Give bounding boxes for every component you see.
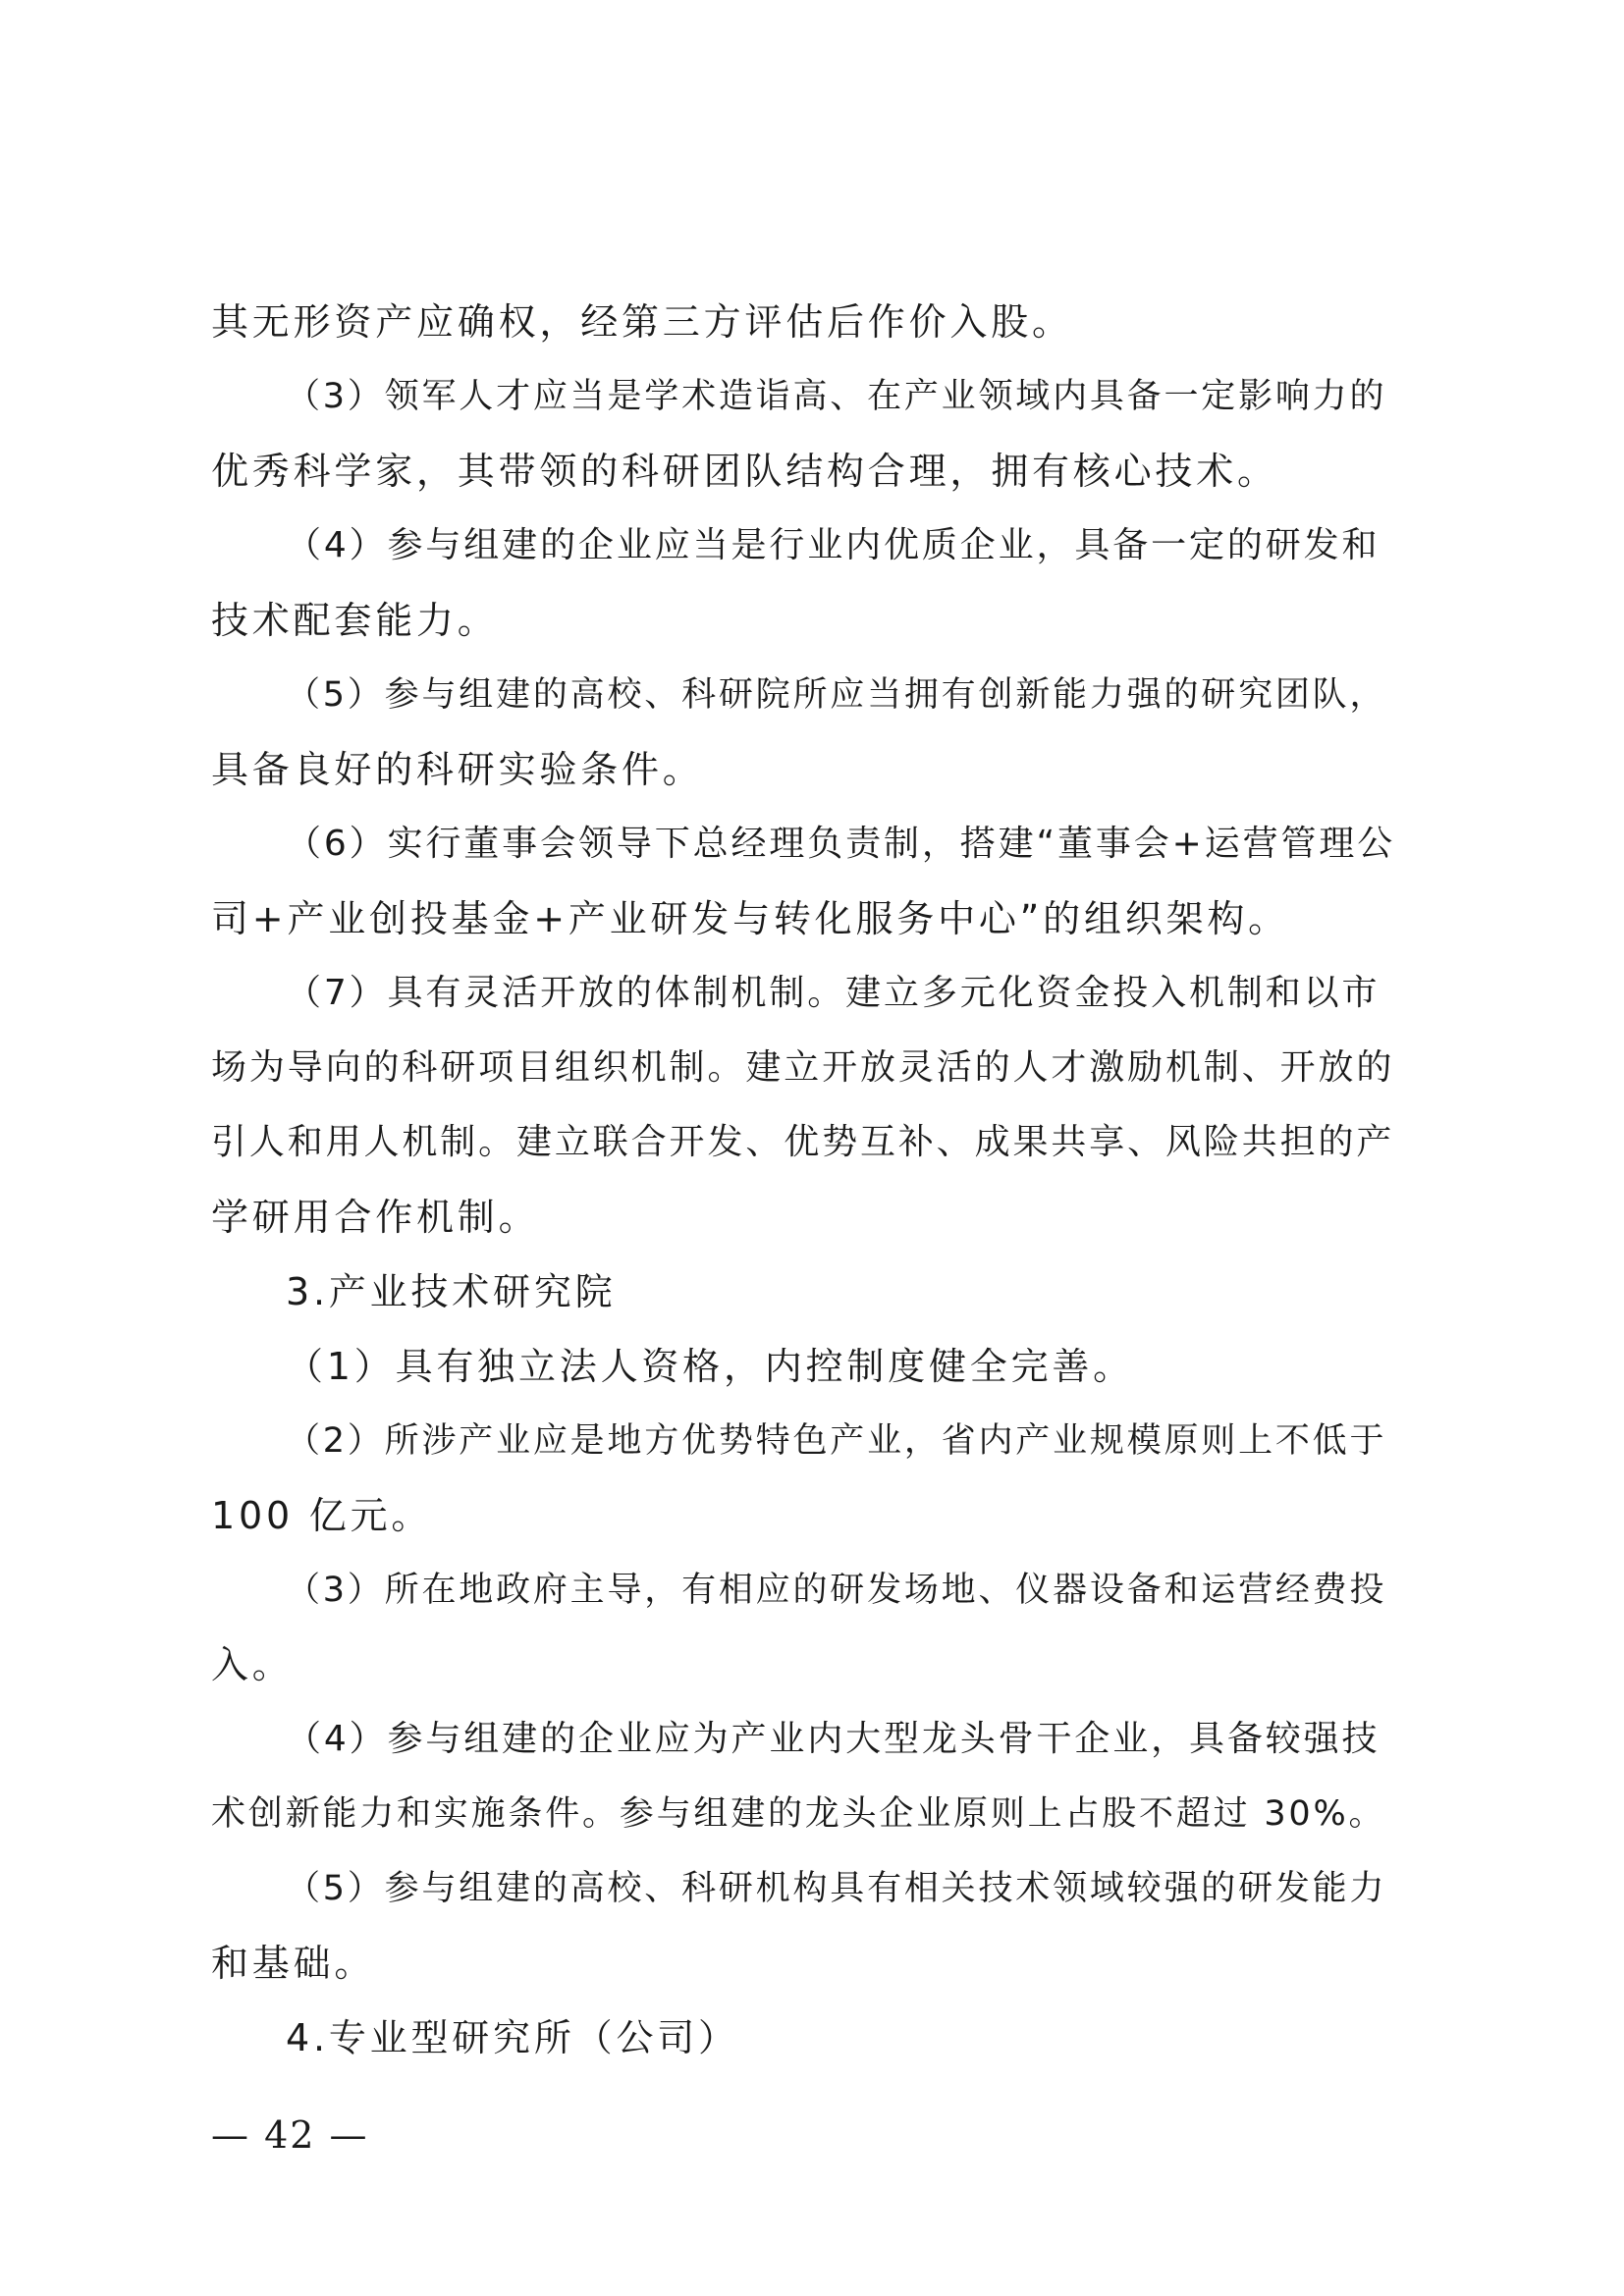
text-line: （2）所涉产业应是地方优势特色产业，省内产业规模原则上不低于	[286, 1421, 1387, 1461]
text-line: （5）参与组建的高校、科研院所应当拥有创新能力强的研究团队，	[286, 675, 1387, 715]
text-line: 和基础。	[211, 1942, 376, 1985]
text-line: 100 亿元。	[211, 1494, 433, 1537]
text-line: 技术配套能力。	[211, 599, 499, 642]
text-line: （1）具有独立法人资格，内控制度健全完善。	[286, 1345, 1134, 1388]
section-heading: 4.专业型研究所（公司）	[286, 2016, 739, 2059]
text-line: （4）参与组建的企业应为产业内大型龙头骨干企业，具备较强技	[286, 1719, 1380, 1759]
text-line: 具备良好的科研实验条件。	[211, 748, 704, 791]
text-line: 入。	[211, 1643, 294, 1686]
text-line: （6）实行董事会领导下总经理负责制，搭建“董事会+运营管理公	[286, 824, 1396, 864]
text-line: 引人和用人机制。建立联合开发、优势互补、成果共享、风险共担的产	[211, 1122, 1395, 1162]
text-line: （5）参与组建的高校、科研机构具有相关技术领域较强的研发能力	[286, 1869, 1387, 1908]
text-line: 场为导向的科研项目组织机制。建立开放灵活的人才激励机制、开放的	[211, 1047, 1395, 1088]
text-line: 术创新能力和实施条件。参与组建的龙头企业原则上占股不超过 30%。	[211, 1794, 1386, 1834]
text-line: 其无形资产应确权，经第三方评估后作价入股。	[211, 300, 1073, 344]
text-line: （4）参与组建的企业应当是行业内优质企业，具备一定的研发和	[286, 525, 1380, 565]
text-line: 司+产业创投基金+产业研发与转化服务中心”的组织架构。	[211, 897, 1289, 940]
text-line: 优秀科学家，其带领的科研团队结构合理，拥有核心技术。	[211, 450, 1278, 493]
text-line: （3）所在地政府主导，有相应的研发场地、仪器设备和运营经费投	[286, 1571, 1387, 1610]
text-line: （3）领军人才应当是学术造诣高、在产业领域内具备一定影响力的	[286, 377, 1387, 416]
page-number: — 42 —	[211, 2113, 369, 2157]
text-line: 学研用合作机制。	[211, 1196, 540, 1239]
text-line: （7）具有灵活开放的体制机制。建立多元化资金投入机制和以市	[286, 973, 1380, 1013]
section-heading: 3.产业技术研究院	[286, 1270, 617, 1313]
